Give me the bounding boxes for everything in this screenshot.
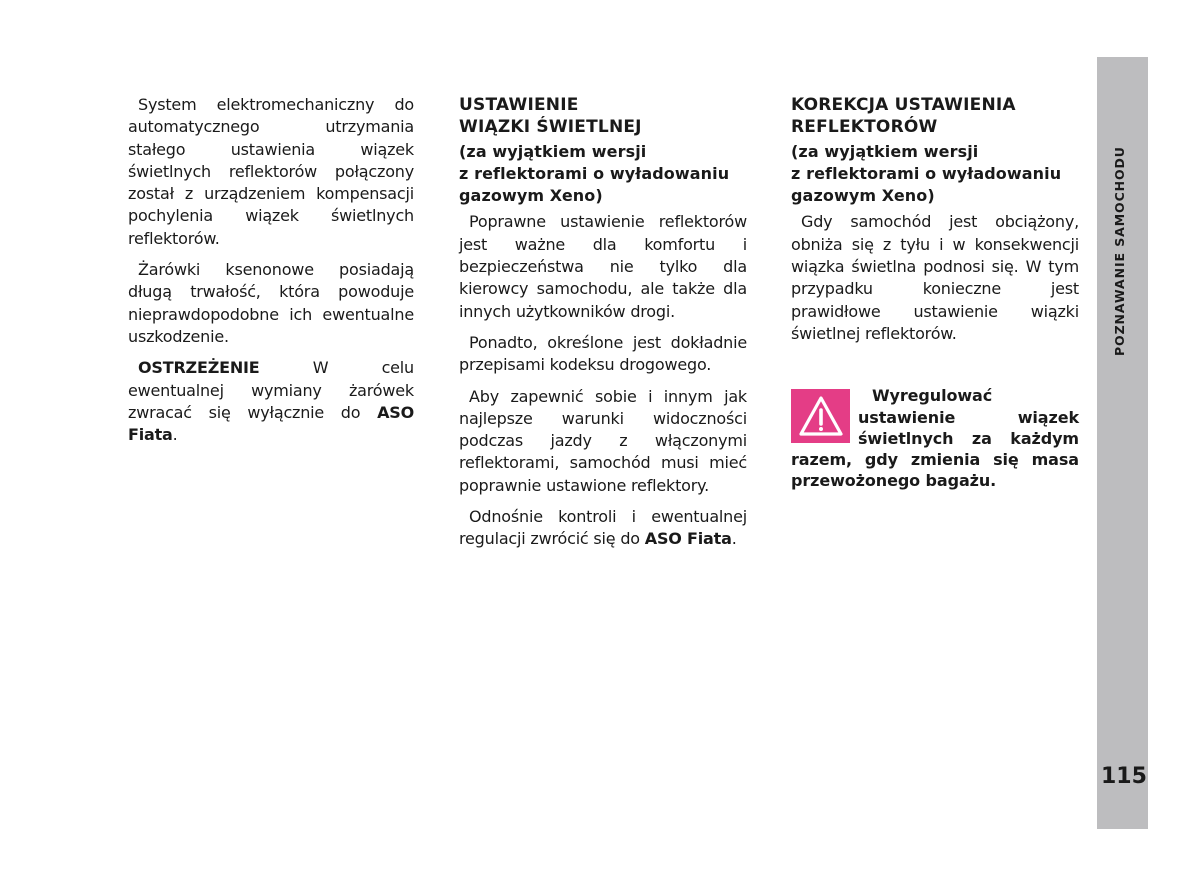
subheading-line: (za wyjątkiem wersji <box>791 141 979 161</box>
warning-message: Wyregulować ustawienie wiązek świetlnych za każdym razem, gdy zmienia się masa przewożonego bagażu. <box>791 386 1079 491</box>
heading-line: KOREKCJA USTAWIENIA <box>791 95 1016 115</box>
period: . <box>172 425 178 445</box>
middle-column <box>459 94 747 560</box>
intro-paragraph: System elektromechaniczny do automatycznego utrzymania stałego ustawienia wiązek świetlnych reflektorów połączony został z urządzeniem kompensacji pochylenia wiązek świetlnych reflektorów. <box>128 95 414 248</box>
xenon-bulbs-paragraph: Żarówki ksenonowe posiadają długą trwałość, która powoduje nieprawdopodobne ich ewentualne uszkodzenie. <box>128 260 414 346</box>
service-name: ASO Fiata <box>644 529 732 549</box>
heading-line: WIĄZKI ŚWIETLNEJ <box>459 117 642 138</box>
body-paragraph <box>459 506 747 551</box>
service-name: ASO Fiata <box>128 402 414 445</box>
warning-text: W celu ewentualnej wymiany żarówek zwracać się wyłącznie do <box>128 358 414 422</box>
section-subheading <box>459 141 747 208</box>
heading-line: REFLEKTORÓW <box>791 117 938 138</box>
warning-keyword: OSTRZEŻENIE <box>138 358 260 378</box>
body-paragraph: Poprawne ustawienie reflektorów jest ważne dla komfortu i bezpieczeństwa nie tylko dla kierowcy samochodu, ale także dla innych użytkowników drogi. <box>459 212 747 321</box>
page-number: 115 <box>1101 764 1147 789</box>
heading-line: USTAWIENIE <box>459 95 579 115</box>
contact-text: Odnośnie kontroli i ewentualnej regulacji zwrócić się do <box>459 507 747 549</box>
left-column <box>128 94 414 455</box>
body-paragraph: Aby zapewnić sobie i innym jak najlepsze warunki widoczności podczas jazdy z włączonymi reflektorami, samochód musi mieć poprawnie ustawione reflektory. <box>459 386 747 495</box>
subheading-line: z reflektorami o wyładowaniu <box>459 163 730 183</box>
warning-paragraph <box>128 357 414 446</box>
section-heading <box>459 94 747 139</box>
period: . <box>731 529 737 549</box>
warning-triangle-icon <box>791 389 850 443</box>
subheading-line: (za wyjątkiem wersji <box>459 141 647 161</box>
subheading-line: gazowym Xeno) <box>459 186 603 206</box>
warning-box <box>791 385 1079 491</box>
section-heading <box>791 94 1079 139</box>
subheading-line: z reflektorami o wyładowaniu <box>791 163 1062 183</box>
section-label: POZNAWANIE SAMOCHODU <box>1112 146 1127 356</box>
subheading-line: gazowym Xeno) <box>791 186 935 206</box>
body-paragraph: Gdy samochód jest obciążony, obniża się z tyłu i w konsekwencji wiązka świetlna podnosi się. W tym przypadku konieczne jest prawidłowe ustawienie wiązki świetlnej reflektorów. <box>791 212 1079 343</box>
right-column <box>791 94 1079 492</box>
body-paragraph: Ponadto, określone jest dokładnie przepisami kodeksu drogowego. <box>459 332 747 375</box>
section-subheading <box>791 141 1079 208</box>
